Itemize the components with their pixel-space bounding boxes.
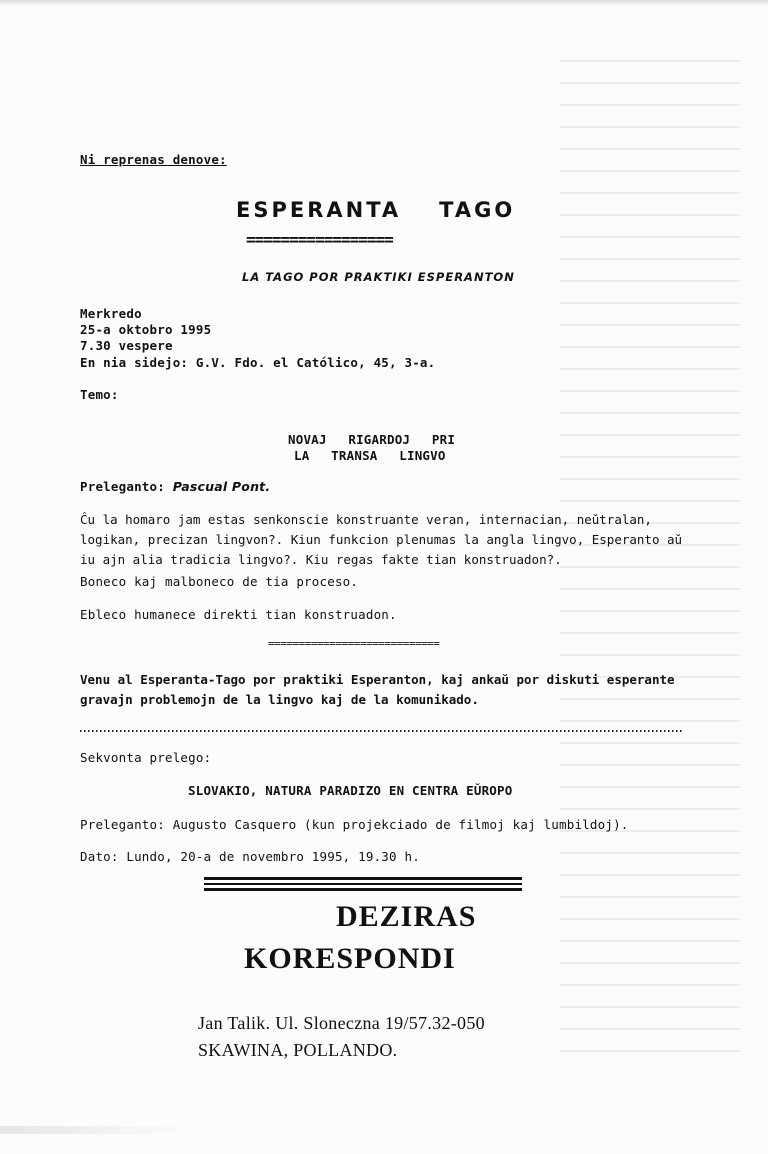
subtitle: LA TAGO POR PRAKTIKI ESPERANTON	[242, 270, 515, 284]
ad-address-2: SKAWINA, POLLANDO.	[198, 1040, 398, 1060]
ad-heading-1: DEZIRAS	[336, 900, 477, 933]
theme-label: Temo:	[80, 387, 119, 402]
page-top-edge	[0, 0, 768, 6]
speaker-label: Prelegantо:	[80, 479, 165, 494]
process-line: Boneco kaj malboneco de tia proceso.	[80, 574, 359, 589]
ad-address-1: Jan Talik. Ul. Sloneczna 19/57.32-050	[198, 1013, 485, 1033]
ad-rule-1	[204, 877, 522, 880]
meeting-date: 25-a oktobro 1995	[80, 322, 212, 337]
invitation-paragraph: Venu al Esperanta-Tago por praktiki Esperanton, kaj ankaŭ por diskuti esperante gravajn problemojn de la lingvo kaj de la komunikado.	[80, 672, 675, 707]
direction-line: Ebleco humanece direkti tian konstruadon.	[80, 607, 397, 622]
section-separator: ============================	[268, 637, 440, 650]
second-lecture-date: Dato: Lundo, 20-a de novembro 1995, 19.30 h.	[80, 849, 420, 864]
speaker-name: Pascual Pont.	[172, 479, 271, 494]
title-rule: =================	[246, 230, 393, 249]
theme-line-2: LA TRANSA LINGVO	[294, 448, 446, 463]
second-lecture-label: Sekvonta prelego:	[80, 750, 212, 765]
meeting-day: Merkredo	[80, 306, 142, 321]
header-note: Ni reprenas denove:	[80, 152, 227, 167]
second-lecture-title: SLOVAKIO, NATURA PARADIZO EN CENTRA EŬROPO	[188, 783, 513, 798]
title-part-1: ESPERANTA	[236, 198, 402, 222]
title-part-2: TAGO	[439, 198, 516, 222]
meeting-place: En nia sidejo: G.V. Fdo. el Católico, 45, 3-a.	[80, 355, 436, 370]
second-lecture-speaker: Prelegantо: Augusto Casquero (kun projekciado de filmoj kaj lumbildoj).	[80, 817, 629, 832]
page-bottom-edge	[0, 1126, 200, 1134]
ad-heading-2: KORESPONDI	[244, 942, 456, 975]
ad-rule-2	[204, 883, 522, 885]
question-paragraph: Ĉu la homaro jam estas senkonscie konstruante veran, internacian, neŭtralan, logikan, precizan lingvon?. Kiun funkcion plenumas la angla lingvo, Esperanto aŭ iu ajn alia tradicia lingvo?. Kiu regas fakte tian konstruadon?.	[80, 512, 683, 567]
dotted-divider	[80, 730, 684, 732]
meeting-time: 7.30 vespere	[80, 338, 173, 353]
speaker-line	[80, 479, 270, 494]
ad-rule-3	[204, 888, 522, 891]
page-title	[236, 198, 515, 222]
theme-line-1: NOVAJ RIGARDOJ PRI	[288, 432, 456, 447]
